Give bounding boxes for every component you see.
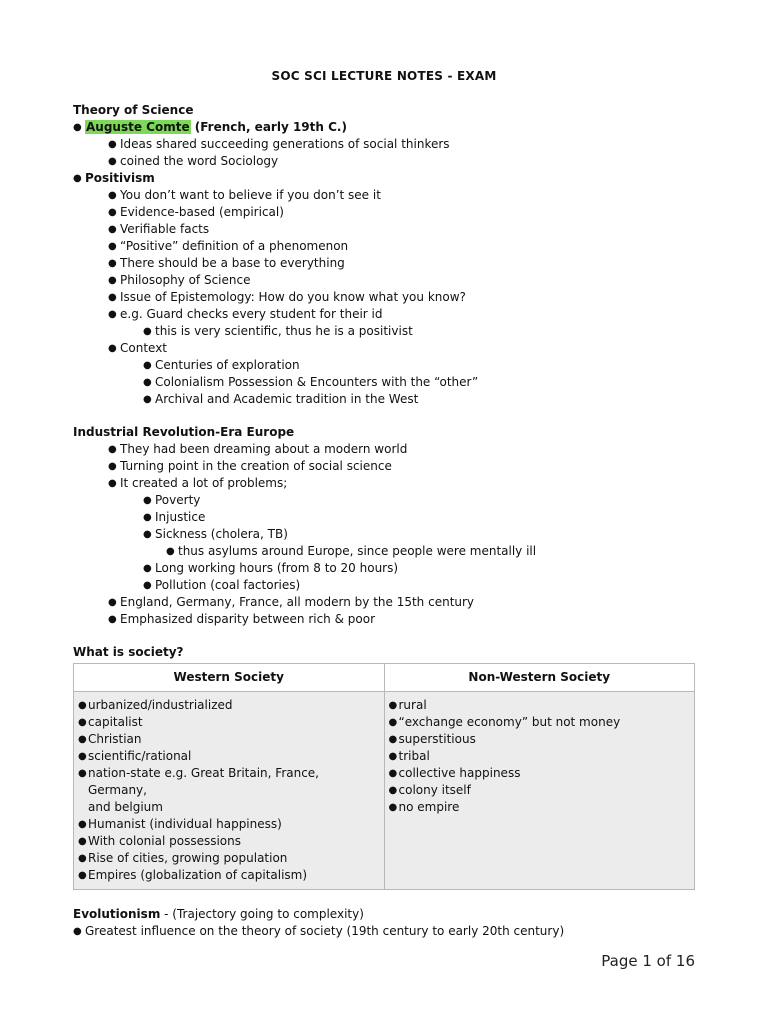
evolutionism-heading (73, 906, 698, 923)
list-item (78, 816, 380, 833)
list-item (78, 697, 380, 714)
list-item (73, 577, 698, 594)
list-item-text: Colonialism Possession & Encounters with the “other” (155, 375, 479, 389)
bullet-icon: ● (78, 751, 87, 762)
list-item-text: It created a lot of problems; (120, 476, 288, 490)
list-item-positivism (73, 170, 698, 187)
bullet-icon: ● (143, 512, 152, 523)
list-item (73, 475, 698, 492)
list-item-text: Evidence-based (empirical) (120, 205, 284, 219)
western-cell (74, 692, 385, 890)
list-item-text: this is very scientific, thus he is a positivist (155, 324, 413, 338)
list-item (78, 850, 380, 867)
list-item (389, 731, 691, 748)
list-item-text: Verifiable facts (120, 222, 210, 236)
bullet-icon: ● (388, 734, 398, 745)
list-item (73, 136, 698, 153)
list-item-text: Ideas shared succeeding generations of social thinkers (120, 137, 450, 151)
bullet-icon: ● (108, 241, 117, 252)
bullet-icon: ● (78, 853, 87, 864)
list-item-text: superstitious (398, 732, 476, 746)
bullet-icon: ● (108, 614, 117, 625)
bullet-icon: ● (388, 768, 398, 779)
bullet-icon: ● (143, 495, 152, 506)
list-item-continuation (78, 799, 380, 816)
list-item (73, 594, 698, 611)
list-item-text: Emphasized disparity between rich & poor (120, 612, 376, 626)
table-row (74, 692, 695, 890)
list-item-text: Christian (88, 732, 142, 746)
document-title: SOC SCI LECTURE NOTES - EXAM (271, 69, 497, 83)
bullet-icon: ● (143, 563, 152, 574)
spacer (73, 408, 698, 424)
list-item-text: colony itself (398, 783, 471, 797)
bullet-icon: ● (143, 580, 152, 591)
bullet-icon: ● (388, 802, 398, 813)
bullet-icon: ● (78, 717, 87, 728)
list-item (73, 238, 698, 255)
list-item-text: Archival and Academic tradition in the West (155, 392, 419, 406)
section-heading-industrial: Industrial Revolution-Era Europe (73, 425, 295, 439)
bullet-icon: ● (78, 819, 87, 830)
bullet-icon: ● (78, 870, 87, 881)
nonwestern-cell (384, 692, 695, 890)
bullet-icon: ● (108, 292, 117, 303)
list-item-text: thus asylums around Europe, since people were mentally ill (178, 544, 537, 558)
list-item (389, 714, 691, 731)
bullet-icon: ● (108, 478, 117, 489)
list-item (73, 374, 698, 391)
bullet-icon: ● (78, 768, 87, 779)
list-item (73, 509, 698, 526)
list-item-text: Centuries of exploration (155, 358, 300, 372)
column-header-nonwestern: Non-Western Society (384, 664, 695, 692)
list-item (73, 323, 698, 340)
list-item-text: capitalist (88, 715, 143, 729)
list-item-text: and belgium (88, 800, 163, 814)
list-item-text: Sickness (cholera, TB) (155, 527, 288, 541)
bullet-icon: ● (108, 139, 117, 150)
bullet-icon: ● (166, 546, 175, 557)
list-item (73, 391, 698, 408)
list-item (73, 306, 698, 323)
bullet-icon: ● (143, 377, 152, 388)
list-item-text: coined the word Sociology (120, 154, 279, 168)
bullet-icon: ● (108, 343, 117, 354)
list-item-text: You don’t want to believe if you don’t see it (120, 188, 381, 202)
list-item (78, 714, 380, 731)
bullet-icon: ● (108, 224, 117, 235)
positivism-label: Positivism (85, 171, 155, 185)
column-header-western: Western Society (74, 664, 385, 692)
comte-detail: (French, early 19th C.) (190, 120, 347, 134)
bullet-icon: ● (78, 700, 87, 711)
bullet-icon: ● (108, 444, 117, 455)
list-item (389, 765, 691, 782)
list-item-text: Poverty (155, 493, 201, 507)
list-item (389, 782, 691, 799)
notes-content (73, 102, 698, 940)
list-item (78, 833, 380, 850)
list-item-text: Turning point in the creation of social science (120, 459, 392, 473)
list-item (73, 187, 698, 204)
bullet-icon: ● (108, 597, 117, 608)
spacer (73, 890, 698, 906)
list-item-text: Injustice (155, 510, 206, 524)
bullet-icon: ● (73, 926, 82, 937)
section-heading-society: What is society? (73, 645, 184, 659)
bullet-icon: ● (78, 836, 87, 847)
list-item (73, 272, 698, 289)
table-header-row (74, 664, 695, 692)
list-item-text: Humanist (individual happiness) (88, 817, 282, 831)
highlighted-name: Auguste Comte (86, 120, 190, 134)
list-item-text: England, Germany, France, all modern by the 15th century (120, 595, 475, 609)
list-item (73, 204, 698, 221)
list-item-comte (73, 119, 698, 136)
list-item (78, 867, 380, 884)
bullet-icon: ● (388, 717, 398, 728)
list-item-text: They had been dreaming about a modern world (120, 442, 408, 456)
bullet-icon: ● (73, 173, 82, 184)
list-item-text: Long working hours (from 8 to 20 hours) (155, 561, 399, 575)
list-item-text: e.g. Guard checks every student for their id (120, 307, 383, 321)
list-item-text: Greatest influence on the theory of society (19th century to early 20th century) (85, 924, 565, 938)
list-item-text: With colonial possessions (88, 834, 241, 848)
spacer (73, 628, 698, 644)
list-item-text: scientific/rational (88, 749, 192, 763)
bullet-icon: ● (108, 275, 117, 286)
list-item (73, 289, 698, 306)
list-item-text: “Positive” definition of a phenomenon (120, 239, 349, 253)
list-item-text: collective happiness (398, 766, 521, 780)
bullet-icon: ● (143, 360, 152, 371)
evolutionism-label: Evolutionism (73, 907, 161, 921)
list-item (73, 357, 698, 374)
page-number: Page 1 of 16 (601, 952, 695, 970)
list-item-text: urbanized/industrialized (88, 698, 233, 712)
list-item (73, 923, 698, 940)
list-item (73, 458, 698, 475)
list-item (73, 611, 698, 628)
list-item-text: no empire (398, 800, 460, 814)
list-item (73, 153, 698, 170)
list-item-text: rural (398, 698, 427, 712)
list-item (389, 697, 691, 714)
bullet-icon: ● (388, 785, 398, 796)
list-item (73, 560, 698, 577)
list-item-text: nation-state e.g. Great Britain, France, Germany, (88, 766, 319, 797)
list-item (73, 492, 698, 509)
evolutionism-detail: - (Trajectory going to complexity) (160, 907, 364, 921)
list-item (73, 255, 698, 272)
list-item-text: Philosophy of Science (120, 273, 251, 287)
bullet-icon: ● (108, 190, 117, 201)
list-item (73, 441, 698, 458)
list-item (73, 221, 698, 238)
list-item-text: Context (120, 341, 168, 355)
list-item (78, 765, 380, 799)
list-item-text: Empires (globalization of capitalism) (88, 868, 308, 882)
bullet-icon: ● (108, 309, 117, 320)
bullet-icon: ● (108, 156, 117, 167)
list-item (78, 731, 380, 748)
list-item (73, 526, 698, 543)
list-item-text: Rise of cities, growing population (88, 851, 288, 865)
list-item (78, 748, 380, 765)
list-item-text: Issue of Epistemology: How do you know what you know? (120, 290, 466, 304)
list-item (389, 748, 691, 765)
bullet-icon: ● (108, 461, 117, 472)
bullet-icon: ● (108, 207, 117, 218)
section-heading-theory: Theory of Science (73, 103, 194, 117)
bullet-icon: ● (388, 751, 398, 762)
list-item-text: Pollution (coal factories) (155, 578, 301, 592)
list-item-text: tribal (398, 749, 430, 763)
society-comparison-table (73, 663, 695, 890)
bullet-icon: ● (388, 700, 398, 711)
bullet-icon: ● (143, 394, 152, 405)
bullet-icon: ● (143, 326, 152, 337)
list-item (73, 543, 698, 560)
bullet-icon: ● (73, 122, 82, 133)
bullet-icon: ● (108, 258, 117, 269)
bullet-icon: ● (78, 734, 87, 745)
list-item-text: “exchange economy” but not money (398, 715, 621, 729)
list-item (73, 340, 698, 357)
list-item-text: There should be a base to everything (120, 256, 345, 270)
bullet-icon: ● (143, 529, 152, 540)
list-item (389, 799, 691, 816)
